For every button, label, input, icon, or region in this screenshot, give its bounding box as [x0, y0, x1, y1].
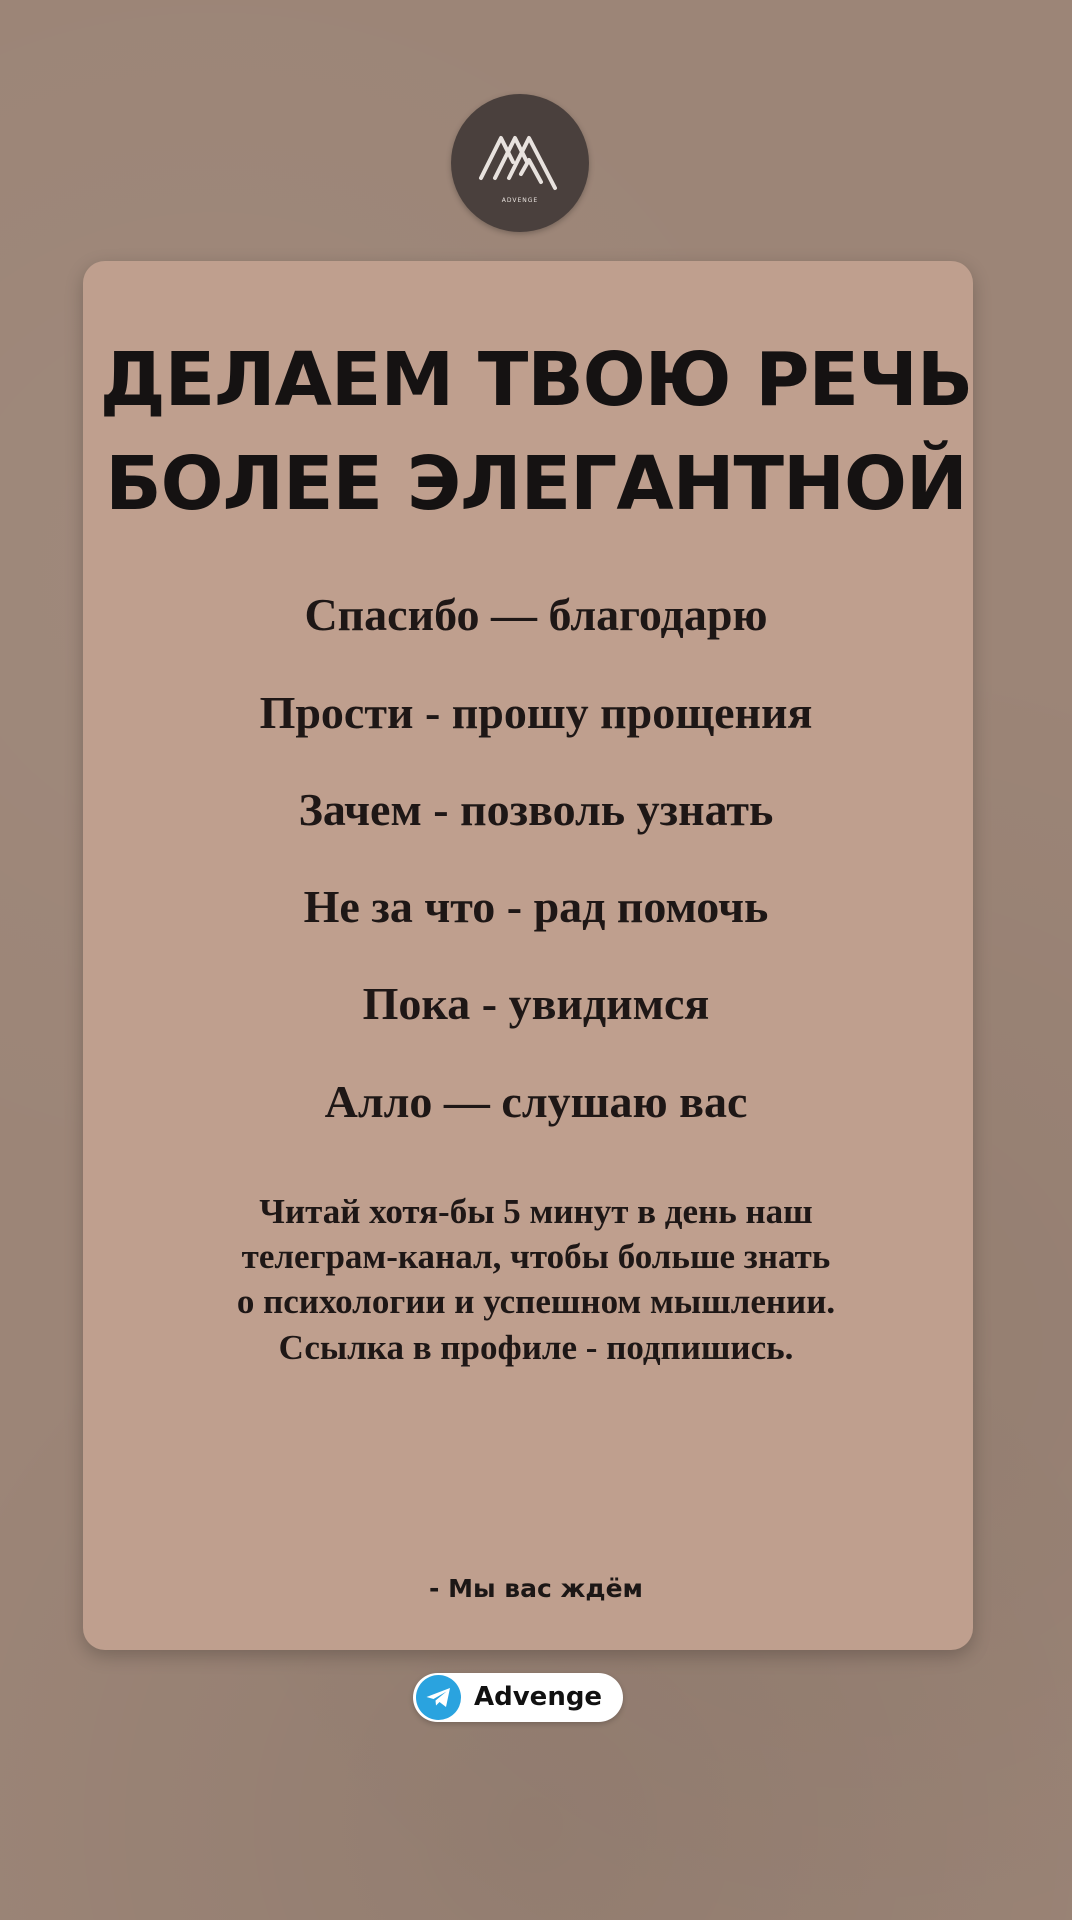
phrase-item: Алло — слушаю вас	[324, 1076, 748, 1127]
logo-brand-text: ADVENGE	[501, 197, 539, 204]
note-line: Читай хотя-бы 5 минут в день наш	[259, 1192, 813, 1231]
telegram-icon	[416, 1675, 461, 1720]
title-line-1: ДЕЛАЕМ ТВОЮ РЕЧЬ	[99, 337, 973, 423]
phrase-item: Прости - прошу прощения	[259, 687, 813, 738]
phrase-item: Спасибо — благодарю	[304, 589, 768, 640]
signoff-text: - Мы вас ждём	[429, 1574, 643, 1603]
telegram-channel-link[interactable]	[413, 1673, 623, 1722]
title-line-2: БОЛЕЕ ЭЛЕГАНТНОЙ	[105, 441, 967, 527]
note-line: телеграм-канал, чтобы больше знать	[241, 1237, 831, 1276]
advenge-logo	[451, 94, 589, 232]
telegram-channel-name: Advenge	[474, 1682, 603, 1712]
note-line: Ссылка в профиле - подпишись.	[278, 1328, 794, 1367]
phrase-item: Зачем - позволь узнать	[298, 784, 774, 835]
advenge-logo-icon	[475, 116, 565, 210]
phrase-item: Пока - увидимся	[362, 978, 710, 1029]
phrase-item: Не за что - рад помочь	[303, 881, 769, 932]
note-line: о психологии и успешном мышлении.	[236, 1282, 836, 1321]
